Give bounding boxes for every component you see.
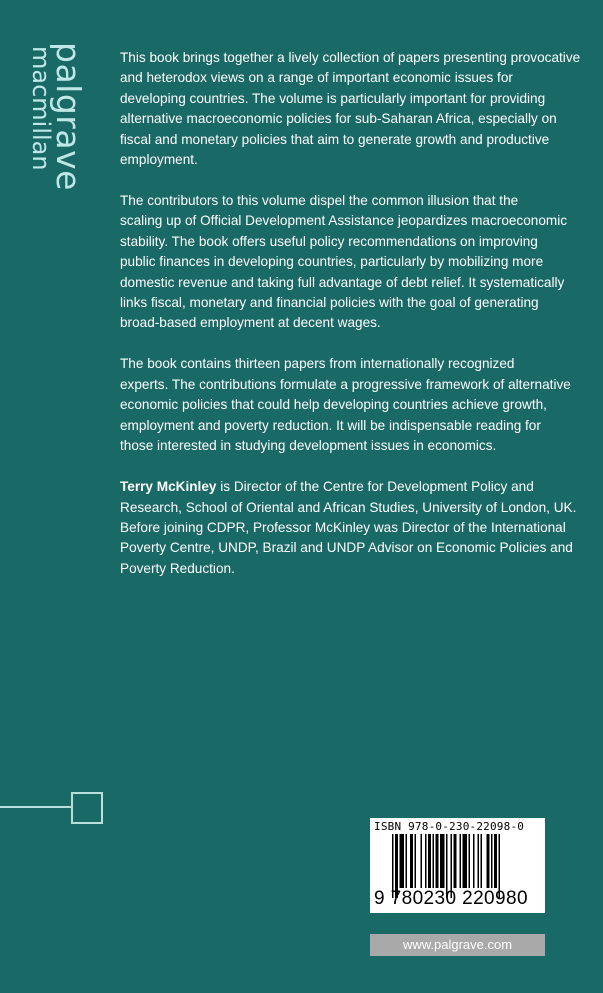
text-line: stability. The book offers useful policy recommendations on improving	[120, 233, 538, 249]
barcode-bar	[425, 834, 427, 888]
text-fragment: is Director of the Centre for Development Policy and	[216, 479, 534, 495]
publisher-logo	[27, 42, 100, 192]
text-line: links fiscal, monetary and financial policies with the goal of generating	[120, 295, 539, 311]
barcode-bar	[433, 834, 435, 888]
barcode-bar	[406, 834, 408, 888]
blurb-text	[120, 48, 588, 600]
barcode-bar	[469, 834, 471, 888]
blurb-paragraph-1	[120, 48, 588, 170]
decorative-square	[71, 792, 103, 824]
barcode-bar	[478, 834, 480, 888]
text-line: broad-based employment at decent wages.	[120, 315, 381, 331]
barcode-bar	[463, 834, 468, 888]
text-line: The contributors to this volume dispel the common illusion that the	[120, 193, 519, 209]
barcode-bar	[481, 834, 483, 888]
barcode-digits: 9 780230 220980	[374, 888, 528, 909]
text-line: The book contains thirteen papers from internationally recognized	[120, 356, 515, 372]
decorative-line	[0, 806, 71, 808]
barcode-bar	[421, 834, 423, 888]
barcode-bar	[491, 834, 493, 888]
text-line: developing countries. The volume is particularly important for providing	[120, 90, 546, 106]
barcode-bar	[473, 834, 475, 888]
text-line: scaling up of Official Development Assistance jeopardizes macroeconomic	[120, 213, 568, 229]
barcode-bar	[415, 834, 417, 888]
logo-macmillan: macmillan	[27, 46, 55, 171]
barcode-bar	[460, 834, 462, 888]
publisher-url: www.palgrave.com	[370, 934, 545, 956]
barcode-bar	[494, 834, 497, 888]
isbn-barcode	[370, 818, 545, 913]
barcode-bar	[428, 834, 431, 888]
barcode-bar	[487, 834, 490, 888]
text-line: Poverty Centre, UNDP, Brazil and UNDP Advisor on Economic Policies and	[120, 540, 573, 556]
barcode-bar	[400, 834, 405, 888]
text-line: fiscal and monetary policies that aim to generate growth and productive	[120, 131, 550, 147]
text-line: Research, School of Oriental and African Studies, University of London, UK.	[120, 499, 577, 515]
text-line: employment and poverty reduction. It will be indispensable reading for	[120, 417, 541, 433]
logo-palgrave: palgrave	[49, 42, 88, 191]
text-line: and heterodox views on a range of important economic issues for	[120, 70, 513, 86]
text-line: Before joining CDPR, Professor McKinley was Director of the International	[120, 519, 566, 535]
isbn-label: ISBN 978-0-230-22098-0	[374, 820, 525, 833]
text-line: alternative macroeconomic policies for sub-Saharan Africa, especially on	[120, 111, 557, 127]
text-line: those interested in studying development issues in economics.	[120, 438, 497, 454]
barcode-bar	[410, 834, 413, 888]
blurb-paragraph-3	[120, 354, 588, 456]
author-bio	[120, 477, 588, 579]
text-line: domestic revenue and taking full advantage of debt relief. It systematically	[120, 274, 565, 290]
barcode-bar	[454, 834, 457, 888]
text-line: employment.	[120, 152, 198, 168]
blurb-paragraph-2	[120, 191, 588, 334]
text-line: public finances in developing countries, particularly by mobilizing more	[120, 254, 544, 270]
text-line	[120, 477, 588, 497]
barcode-bar	[440, 834, 445, 888]
author-name: Terry McKinley	[120, 479, 217, 495]
text-line: Poverty Reduction.	[120, 560, 235, 576]
text-line: This book brings together a lively collection of papers presenting provocative	[120, 50, 581, 65]
text-line: experts. The contributions formulate a progressive framework of alternative	[120, 376, 571, 392]
barcode-bar	[436, 834, 439, 888]
text-line: economic policies that could help developing countries achieve growth,	[120, 397, 547, 413]
